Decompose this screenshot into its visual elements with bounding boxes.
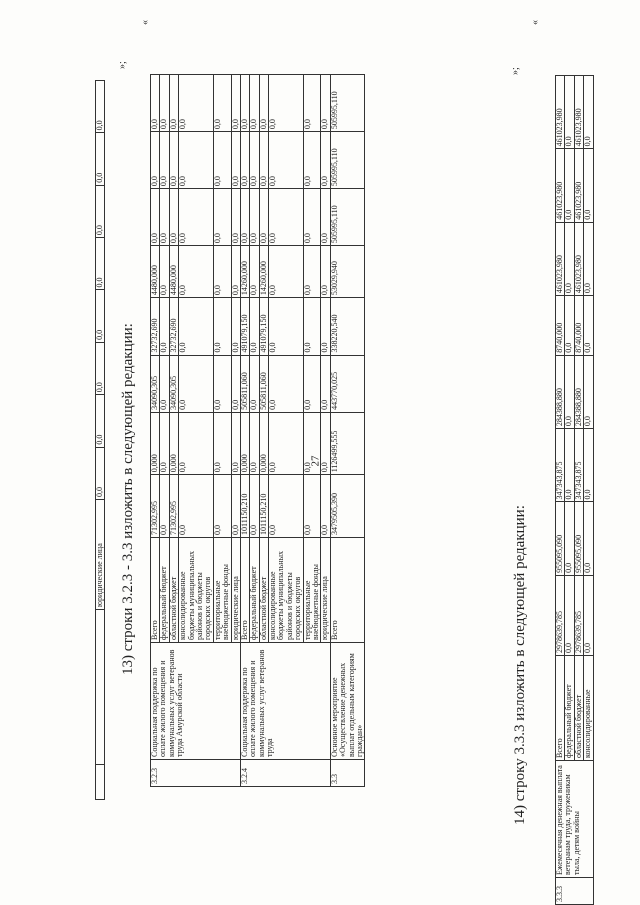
value-cell: 0,0 (231, 412, 240, 474)
value-cell: 0,0 (169, 189, 178, 246)
value-cell: 0,0 (213, 475, 231, 538)
value-cell: 461023,980 (574, 76, 583, 149)
value-cell: 0,0 (231, 246, 240, 298)
value-cell: 0,0 (96, 185, 105, 237)
row-name-cell: Основное мероприятие «Осуществление денежных выплат отдельным категориям граждан» (330, 643, 365, 760)
value-cell: 0,0 (160, 75, 169, 132)
value-cell: 4480,000 (169, 246, 178, 298)
value-cell: 0,0 (250, 355, 259, 412)
value-cell: 0,0 (303, 75, 321, 132)
value-cell: 0,0 (321, 298, 330, 355)
value-cell: 0,0 (584, 222, 593, 295)
source-cell: федеральный бюджет (565, 656, 574, 761)
value-cell: 0,0 (96, 447, 105, 499)
value-cell: 0,0 (321, 246, 330, 298)
value-cell: 0,0 (259, 75, 268, 132)
value-cell: 0,0 (213, 246, 231, 298)
value-cell: 0,0 (213, 355, 231, 412)
value-cell: 0,0 (303, 189, 321, 246)
value-cell: 443770,025 (330, 355, 365, 412)
value-cell: 0,0 (269, 298, 304, 355)
top-continuation-table (95, 80, 105, 800)
value-cell: 0,0 (321, 412, 330, 474)
value-cell: 0,0 (151, 75, 160, 132)
value-cell: 0,0 (250, 475, 259, 538)
value-cell: 0,0 (250, 246, 259, 298)
source-cell: юридические лица (231, 538, 240, 643)
tail-13: »; (510, 67, 521, 75)
value-cell: 71302,995 (151, 475, 160, 538)
value-cell: 0,000 (151, 412, 160, 474)
value-cell: 1126499,555 (330, 412, 365, 474)
value-cell: 0,0 (213, 298, 231, 355)
value-cell: 0,0 (160, 132, 169, 189)
main-table (150, 74, 365, 787)
value-cell: 0,000 (169, 412, 178, 474)
row-name-cell: Социальная поддержка по оплате жилого помещения и коммунальных услуг ветеранов труда Амурской области (151, 643, 241, 760)
value-cell: 0,0 (96, 238, 105, 290)
value-cell: 0,0 (269, 189, 304, 246)
source-cell: областной бюджет (259, 538, 268, 643)
value-cell: 0,0 (269, 246, 304, 298)
value-cell: 0,0 (303, 246, 321, 298)
source-cell: консолидированные бюджеты муниципальных районов и бюджеты городских округов (179, 538, 214, 643)
value-cell: 0,0 (303, 132, 321, 189)
value-cell: 2978639,785 (574, 575, 583, 655)
source-cell: Всего (240, 538, 249, 643)
row-name-cell: Ежемесячная денежная выплата ветеранам труда, труженикам тыла, детям войны (556, 761, 594, 878)
row-number-cell: 3.2.4 (240, 760, 330, 787)
value-cell: 0,0 (565, 429, 574, 502)
value-cell: 0,0 (565, 149, 574, 222)
row-number-cell: 3.2.3 (151, 760, 241, 787)
source-cell: территориальные внебюджетные фонды (213, 538, 231, 643)
source-cell: территориальные внебюджетные фонды (303, 538, 321, 643)
value-cell: 0,0 (151, 189, 160, 246)
value-cell: 0,0 (565, 76, 574, 149)
name-cell (96, 610, 105, 765)
source-cell: федеральный бюджет (160, 538, 169, 643)
table-row (330, 75, 365, 787)
value-cell: 284388,880 (556, 355, 565, 428)
value-cell: 0,0 (250, 75, 259, 132)
value-cell: 0,0 (565, 355, 574, 428)
value-cell: 0,0 (269, 475, 304, 538)
value-cell: 0,0 (213, 75, 231, 132)
heading-13: 13) строки 3.2.3 - 3.3 изложить в следующей редакции: (120, 323, 136, 675)
value-cell: 0,0 (160, 412, 169, 474)
value-cell: 0,0 (269, 132, 304, 189)
value-cell: 0,0 (269, 75, 304, 132)
value-cell: 0,0 (321, 475, 330, 538)
value-cell: 505995,110 (330, 75, 365, 132)
value-cell: 0,0 (213, 132, 231, 189)
value-cell: 347343,875 (574, 429, 583, 502)
value-cell: 0,0 (565, 502, 574, 575)
value-cell: 32732,690 (169, 298, 178, 355)
value-cell: 0,0 (169, 75, 178, 132)
value-cell: 505995,110 (330, 189, 365, 246)
value-cell: 0,0 (250, 132, 259, 189)
open-quote-14: « (530, 20, 541, 25)
value-cell: 0,0 (250, 189, 259, 246)
row-number-cell: 3.3.3 (556, 878, 594, 905)
value-cell: 0,0 (303, 355, 321, 412)
value-cell: 505995,110 (330, 132, 365, 189)
source-cell: областной бюджет (169, 538, 178, 643)
value-cell: 0,0 (231, 298, 240, 355)
value-cell: 32732,690 (151, 298, 160, 355)
value-cell: 0,000 (259, 412, 268, 474)
value-cell: 0,0 (584, 429, 593, 502)
value-cell: 0,0 (303, 298, 321, 355)
value-cell: 14260,000 (240, 246, 249, 298)
value-cell: 0,0 (250, 298, 259, 355)
value-cell: 34090,305 (151, 355, 160, 412)
value-cell: 461023,980 (556, 76, 565, 149)
value-cell: 0,0 (179, 246, 214, 298)
open-quote-13: « (140, 20, 151, 25)
value-cell: 0,0 (565, 575, 574, 655)
page-number: 27 (309, 455, 322, 467)
value-cell: 347343,875 (556, 429, 565, 502)
value-cell: 3479505,390 (330, 475, 365, 538)
value-cell: 0,0 (179, 412, 214, 474)
value-cell: 0,0 (231, 75, 240, 132)
value-cell: 505811,060 (259, 355, 268, 412)
value-cell: 461023,980 (574, 149, 583, 222)
value-cell: 955095,090 (574, 502, 583, 575)
value-cell: 0,0 (584, 575, 593, 655)
value-cell: 0,0 (565, 222, 574, 295)
value-cell: 0,0 (231, 475, 240, 538)
source-cell: Всего (330, 538, 365, 643)
value-cell: 8740,000 (574, 296, 583, 356)
value-cell: 0,0 (231, 355, 240, 412)
value-cell: 0,0 (584, 149, 593, 222)
value-cell: 0,0 (321, 75, 330, 132)
value-cell: 8740,000 (556, 296, 565, 356)
value-cell: 1011150,210 (259, 475, 268, 538)
value-cell: 14260,000 (259, 246, 268, 298)
value-cell: 0,0 (240, 75, 249, 132)
value-cell: 0,0 (321, 189, 330, 246)
value-cell: 34090,305 (169, 355, 178, 412)
value-cell: 0,0 (160, 475, 169, 538)
value-cell: 0,0 (321, 355, 330, 412)
table-row (96, 81, 105, 800)
source-cell: консолидированные (584, 656, 593, 761)
value-cell: 0,0 (584, 355, 593, 428)
row-number-cell: 3.3 (330, 760, 365, 787)
value-cell: 0,0 (160, 298, 169, 355)
value-cell: 0,0 (151, 132, 160, 189)
value-cell: 284388,880 (574, 355, 583, 428)
row-name-cell: Социальная поддержка по оплате жилого помещения и коммунальных услуг ветеранов труда (240, 643, 330, 760)
value-cell: 0,0 (179, 298, 214, 355)
value-cell: 0,0 (231, 189, 240, 246)
value-cell: 4480,000 (151, 246, 160, 298)
value-cell: 461023,980 (556, 149, 565, 222)
value-cell: 0,0 (240, 132, 249, 189)
source-cell: юридические лица (96, 500, 105, 610)
source-cell: консолидированные бюджеты муниципальных районов и бюджеты городских округов (269, 538, 304, 643)
value-cell: 0,0 (584, 76, 593, 149)
value-cell: 461023,980 (574, 222, 583, 295)
value-cell: 2978639,785 (556, 575, 565, 655)
value-cell: 0,0 (96, 81, 105, 133)
heading-14: 14) строку 3.3.3 изложить в следующей редакции: (512, 505, 528, 825)
value-cell: 0,0 (179, 189, 214, 246)
row-333-table (555, 75, 594, 905)
source-cell: областной бюджет (574, 656, 583, 761)
value-cell: 0,0 (179, 355, 214, 412)
value-cell: 0,0 (96, 395, 105, 447)
value-cell: 955095,090 (556, 502, 565, 575)
value-cell: 0,0 (259, 189, 268, 246)
value-cell: 0,0 (169, 132, 178, 189)
value-cell: 491079,150 (259, 298, 268, 355)
value-cell: 0,0 (179, 132, 214, 189)
value-cell: 0,0 (269, 412, 304, 474)
num-cell (96, 765, 105, 800)
value-cell: 0,0 (250, 412, 259, 474)
source-cell: Всего (556, 656, 565, 761)
source-cell: федеральный бюджет (250, 538, 259, 643)
value-cell: 71302,995 (169, 475, 178, 538)
value-cell: 0,0 (96, 290, 105, 342)
value-cell: 505811,060 (240, 355, 249, 412)
value-cell: 491079,150 (240, 298, 249, 355)
value-cell: 0,0 (179, 75, 214, 132)
value-cell: 0,0 (213, 412, 231, 474)
value-cell: 1011150,210 (240, 475, 249, 538)
value-cell: 0,0 (565, 296, 574, 356)
value-cell: 338220,540 (330, 298, 365, 355)
value-cell: 0,0 (96, 133, 105, 185)
value-cell: 0,0 (160, 246, 169, 298)
value-cell: 0,0 (96, 342, 105, 394)
value-cell: 0,0 (584, 296, 593, 356)
value-cell: 0,0 (179, 475, 214, 538)
value-cell: 0,0 (240, 189, 249, 246)
value-cell: 0,0 (259, 132, 268, 189)
value-cell: 0,0 (321, 132, 330, 189)
value-cell: 0,0 (584, 502, 593, 575)
value-cell: 0,0 (213, 189, 231, 246)
source-cell: юридические лица (321, 538, 330, 643)
value-cell: 0,0 (160, 355, 169, 412)
value-cell: 0,000 (240, 412, 249, 474)
value-cell: 0,0 (303, 412, 321, 474)
value-cell: 0,0 (160, 189, 169, 246)
value-cell: 461023,980 (556, 222, 565, 295)
value-cell: 0,0 (269, 355, 304, 412)
source-cell: Всего (151, 538, 160, 643)
top-tail: »; (117, 61, 128, 69)
value-cell: 0,0 (303, 475, 321, 538)
value-cell: 0,0 (231, 132, 240, 189)
value-cell: 53029,940 (330, 246, 365, 298)
